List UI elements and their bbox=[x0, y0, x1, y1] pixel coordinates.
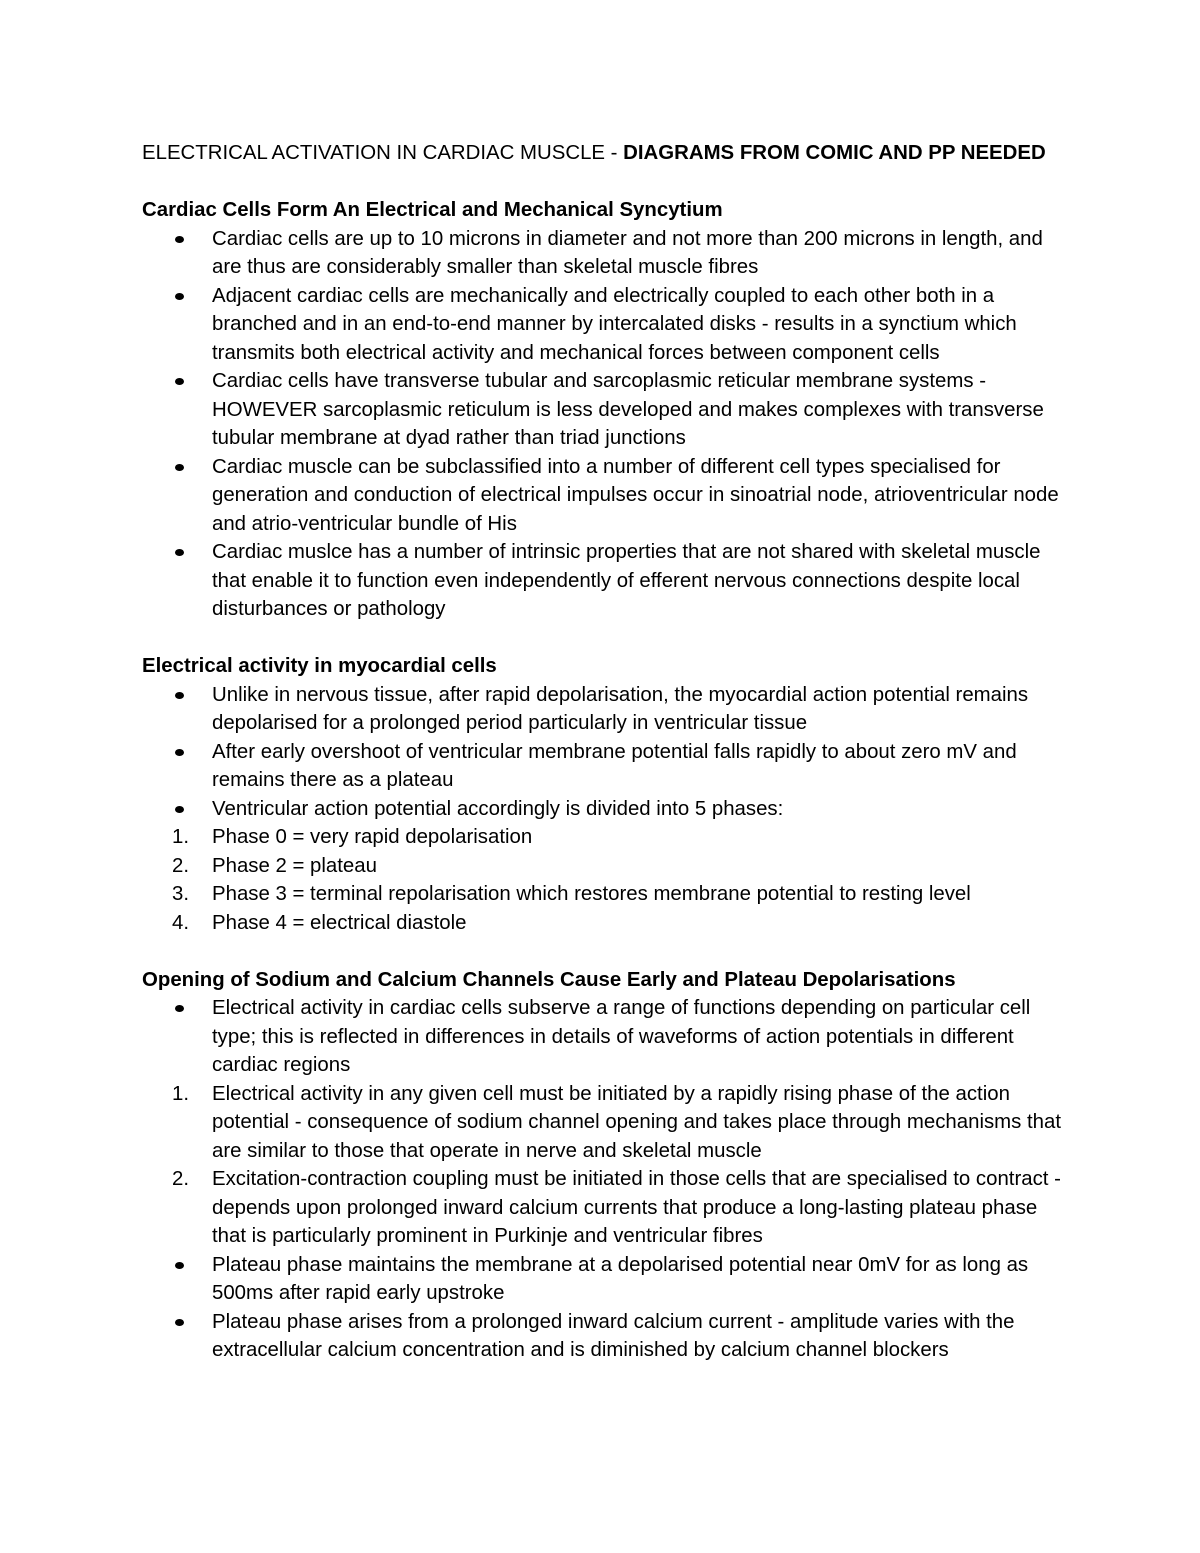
section-list bbox=[142, 681, 1072, 938]
list-item-text: Phase 0 = very rapid depolarisation bbox=[212, 826, 533, 848]
section-heading: Opening of Sodium and Calcium Channels Cause Early and Plateau Depolarisations bbox=[142, 968, 956, 991]
document-page bbox=[142, 139, 1072, 1365]
list-item bbox=[142, 1308, 1072, 1365]
list-item bbox=[142, 1165, 1072, 1251]
list-number: 2. bbox=[172, 1168, 190, 1190]
list-item-text: Electrical activity in any given cell must be initiated by a rapidly rising phase of the action potential - consequence of sodium channel opening and takes place through mechanisms that are similar to those that operate in nerve and skeletal muscle bbox=[212, 1082, 1062, 1162]
list-item bbox=[142, 225, 1072, 282]
list-item-text: Cardiac muscle can be subclassified into a number of different cell types specialised for generation and conduction of electrical impulses occur in sinoatrial node, atrioventricular node and atrio-ventricular bundle of His bbox=[212, 455, 1059, 535]
list-number: 4. bbox=[172, 911, 190, 934]
list-item bbox=[142, 1080, 1072, 1166]
list-item-text: Plateau phase maintains the membrane at a depolarised potential near 0mV for as long as 500ms after rapid early upstroke bbox=[212, 1253, 1029, 1304]
section-1 bbox=[142, 196, 1072, 624]
list-item-text: Adjacent cardiac cells are mechanically and electrically coupled to each other both in a branched and in an end-to-end manner by intercalated disks - results in a synctium which transmits both electrical activity and mechanical forces between component cells bbox=[212, 284, 1017, 364]
section-3 bbox=[142, 966, 1072, 1365]
list-item-text: Phase 4 = electrical diastole bbox=[212, 911, 467, 934]
section-list bbox=[142, 225, 1072, 624]
list-item bbox=[142, 282, 1072, 368]
section-heading: Cardiac Cells Form An Electrical and Mechanical Syncytium bbox=[142, 199, 723, 221]
list-item-text: Plateau phase arises from a prolonged inward calcium current - amplitude varies with the extracellular calcium concentration and is diminished by calcium channel blockers bbox=[212, 1310, 1015, 1361]
list-number: 1. bbox=[172, 1082, 190, 1105]
list-item bbox=[142, 994, 1072, 1080]
title-bold: DIAGRAMS FROM COMIC AND PP NEEDED bbox=[623, 142, 1046, 164]
document-title bbox=[142, 139, 1072, 168]
title-normal: ELECTRICAL ACTIVATION IN CARDIAC MUSCLE - bbox=[142, 142, 624, 164]
list-item bbox=[142, 681, 1072, 738]
list-item bbox=[142, 738, 1072, 795]
list-item-text: Phase 3 = terminal repolarisation which restores membrane potential to resting level bbox=[212, 883, 971, 905]
list-number: 1. bbox=[172, 826, 190, 848]
list-item bbox=[142, 538, 1072, 624]
section-2 bbox=[142, 652, 1072, 937]
list-item bbox=[142, 795, 1072, 824]
list-item-text: Cardiac muslce has a number of intrinsic properties that are not shared with skeletal muscle that enable it to function even independently of efferent nervous connections despite local disturbances or pathology bbox=[212, 541, 1041, 620]
list-item-text: Cardiac cells are up to 10 microns in diameter and not more than 200 microns in length, and are thus are considerably smaller than skeletal muscle fibres bbox=[212, 227, 1043, 278]
list-item bbox=[142, 909, 1072, 938]
list-number: 3. bbox=[172, 883, 190, 905]
list-item-text: Excitation-contraction coupling must be initiated in those cells that are specialised to contract - depends upon prolonged inward calcium currents that produce a long-lasting plateau phase that is particularly prominent in Purkinje and ventricular fibres bbox=[212, 1168, 1061, 1247]
section-heading: Electrical activity in myocardial cells bbox=[142, 655, 497, 677]
section-list bbox=[142, 994, 1072, 1365]
list-item bbox=[142, 453, 1072, 539]
list-item-text: After early overshoot of ventricular membrane potential falls rapidly to about zero mV and remains there as a plateau bbox=[212, 740, 1017, 791]
list-number: 2. bbox=[172, 854, 190, 877]
list-item-text: Unlike in nervous tissue, after rapid depolarisation, the myocardial action potential remains depolarised for a prolonged period particularly in ventricular tissue bbox=[212, 683, 1029, 734]
list-item-text: Electrical activity in cardiac cells subserve a range of functions depending on particular cell type; this is reflected in differences in details of waveforms of action potentials in different cardiac regions bbox=[212, 997, 1031, 1076]
sections-container bbox=[142, 196, 1072, 1365]
list-item bbox=[142, 880, 1072, 909]
list-item-text: Phase 2 = plateau bbox=[212, 854, 377, 877]
list-item bbox=[142, 852, 1072, 881]
list-item bbox=[142, 367, 1072, 453]
list-item-text: Cardiac cells have transverse tubular and sarcoplasmic reticular membrane systems - HOWEVER sarcoplasmic reticulum is less developed and makes complexes with transverse tubular membrane at dyad rather than triad junctions bbox=[212, 370, 1044, 449]
list-item bbox=[142, 823, 1072, 852]
list-item-text: Ventricular action potential accordingly is divided into 5 phases: bbox=[212, 797, 784, 820]
list-item bbox=[142, 1251, 1072, 1308]
